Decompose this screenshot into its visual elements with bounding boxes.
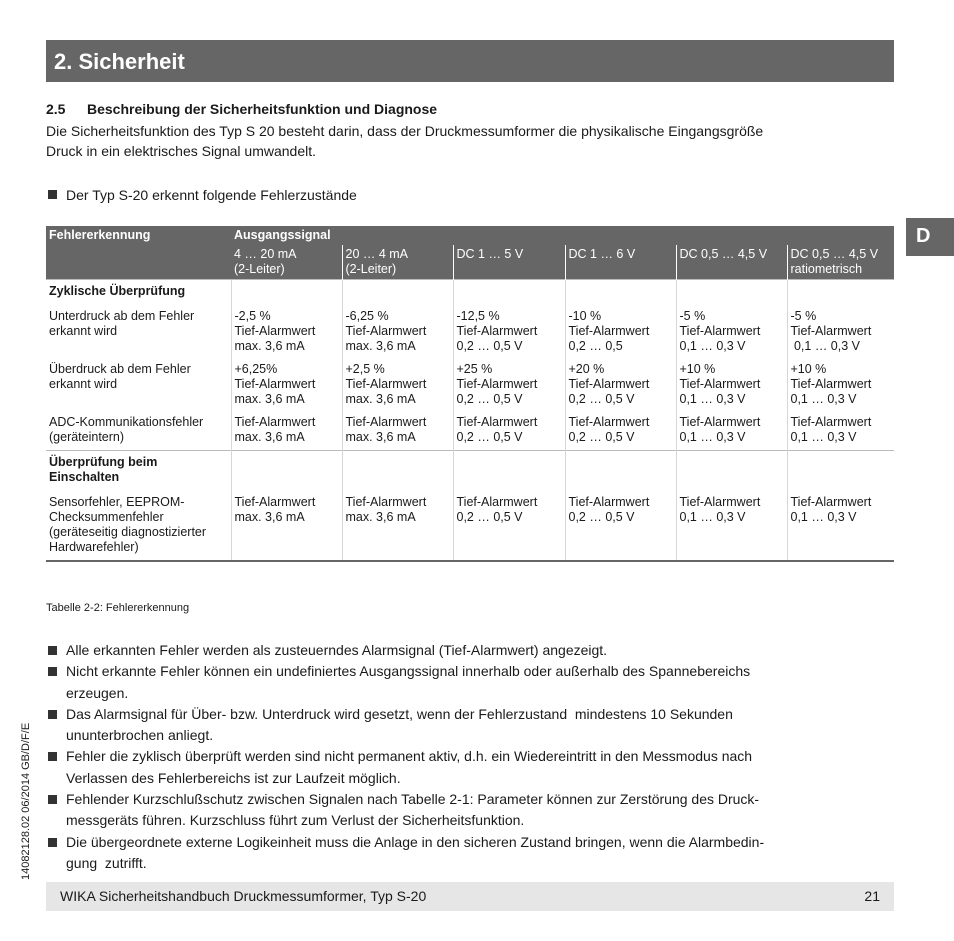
list-item: Das Alarmsignal für Über- bzw. Unterdruck wird gesetzt, wenn der Fehlerzustand mindestens 10 Sekunden ununterbrochen anliegt. <box>48 704 878 747</box>
table-caption: Tabelle 2-2: Fehlererkennung <box>46 602 190 614</box>
row-label: ADC-Kommunikationsfehler (geräteintern) <box>49 415 204 444</box>
document-code: 14082128.02 06/2014 GB/D/F/E <box>20 722 32 880</box>
table-cell: -5 % Tief-Alarmwert 0,1 … 0,3 V <box>676 306 787 359</box>
list-item: Alle erkannten Fehler werden als zusteuerndes Alarmsignal (Tief-Alarmwert) angezeigt. <box>48 640 878 661</box>
column-header: DC 1 … 6 V <box>565 245 676 280</box>
language-tab: D <box>906 218 954 256</box>
column-header: 20 … 4 mA (2-Leiter) <box>342 245 453 280</box>
bullet-intro-text: Der Typ S-20 erkennt folgende Fehlerzustände <box>66 187 357 203</box>
group-label: Zyklische Überprüfung <box>46 280 231 307</box>
table-cell: -10 % Tief-Alarmwert 0,2 … 0,5 <box>565 306 676 359</box>
table-row <box>46 359 894 412</box>
column-header: DC 0,5 … 4,5 V <box>676 245 787 280</box>
section-number: 2.5 <box>46 101 66 117</box>
table-row <box>46 492 894 561</box>
section-title: Beschreibung der Sicherheitsfunktion und Diagnose <box>87 101 438 117</box>
table-cell: Tief-Alarmwert 0,1 … 0,3 V <box>787 412 894 451</box>
list-item: Die übergeordnete externe Logikeinheit muss die Anlage in den sicheren Zustand bringen, wenn die Alarmbedin- gung zutrifft. <box>48 832 878 875</box>
intro-paragraph <box>46 121 886 161</box>
table-header-ausgangssignal: Ausgangssignal <box>231 226 894 245</box>
square-bullet-icon <box>48 190 57 199</box>
table-cell: +25 % Tief-Alarmwert 0,2 … 0,5 V <box>453 359 565 412</box>
table-cell: Tief-Alarmwert 0,1 … 0,3 V <box>676 412 787 451</box>
table-group-row <box>46 280 894 307</box>
list-item: Fehlender Kurzschlußschutz zwischen Signalen nach Tabelle 2-1: Parameter können zur Zerstörung des Druck- messgeräts führen. Kurzschluss führt zum Verlust der Sicherheitsfunktion. <box>48 789 878 832</box>
section-heading <box>46 101 437 117</box>
column-header: DC 0,5 … 4,5 V ratiometrisch <box>787 245 894 280</box>
column-header: 4 … 20 mA (2-Leiter) <box>231 245 342 280</box>
table-cell: +20 % Tief-Alarmwert 0,2 … 0,5 V <box>565 359 676 412</box>
table-cell: Tief-Alarmwert 0,2 … 0,5 V <box>565 412 676 451</box>
table-cell: Tief-Alarmwert max. 3,6 mA <box>342 412 453 451</box>
table-cell: Tief-Alarmwert 0,2 … 0,5 V <box>453 412 565 451</box>
table-cell: +10 % Tief-Alarmwert 0,1 … 0,3 V <box>676 359 787 412</box>
table-cell: -5 % Tief-Alarmwert 0,1 … 0,3 V <box>787 306 894 359</box>
table-cell: Tief-Alarmwert max. 3,6 mA <box>342 492 453 561</box>
column-header: DC 1 … 5 V <box>453 245 565 280</box>
list-item: Fehler die zyklisch überprüft werden sind nicht permanent aktiv, d.h. ein Wiedereintritt in den Messmodus nach Verlassen des Fehlerbereichs ist zur Laufzeit möglich. <box>48 746 878 789</box>
intro-line: Druck in ein elektrisches Signal umwandelt. <box>46 143 317 159</box>
table-cell: +6,25% Tief-Alarmwert max. 3,6 mA <box>231 359 342 412</box>
table-cell: -2,5 % Tief-Alarmwert max. 3,6 mA <box>231 306 342 359</box>
square-bullet-icon <box>48 667 57 676</box>
intro-line: Die Sicherheitsfunktion des Typ S 20 besteht darin, dass der Druckmessumformer die physikalische Eingangsgröße <box>46 123 764 139</box>
square-bullet-icon <box>48 646 57 655</box>
bullet-intro <box>48 187 357 203</box>
table-cell: +10 % Tief-Alarmwert 0,1 … 0,3 V <box>787 359 894 412</box>
square-bullet-icon <box>48 710 57 719</box>
table-row <box>46 412 894 451</box>
footer-text: WIKA Sicherheitshandbuch Druckmessumformer, Typ S-20 <box>60 888 427 904</box>
table-cell: +2,5 % Tief-Alarmwert max. 3,6 mA <box>342 359 453 412</box>
table-cell: Tief-Alarmwert 0,1 … 0,3 V <box>787 492 894 561</box>
footer <box>46 882 894 911</box>
page-number: 21 <box>864 888 880 904</box>
group-label: Überprüfung beim Einschalten <box>46 451 231 493</box>
row-label: Unterdruck ab dem Fehler erkannt wird <box>49 309 195 338</box>
table-cell: Tief-Alarmwert max. 3,6 mA <box>231 412 342 451</box>
row-label: Überdruck ab dem Fehler erkannt wird <box>49 362 191 391</box>
table-row <box>46 306 894 359</box>
table-header-fehlererkennung: Fehlererkennung <box>46 226 231 280</box>
notes-list <box>48 640 878 874</box>
square-bullet-icon <box>48 795 57 804</box>
table-cell: -12,5 % Tief-Alarmwert 0,2 … 0,5 V <box>453 306 565 359</box>
table-cell: Tief-Alarmwert max. 3,6 mA <box>231 492 342 561</box>
table-group-row <box>46 451 894 493</box>
table-cell: Tief-Alarmwert 0,2 … 0,5 V <box>453 492 565 561</box>
square-bullet-icon <box>48 752 57 761</box>
list-item: Nicht erkannte Fehler können ein undefiniertes Ausgangssignal innerhalb oder außerhalb des Spannebereichs erzeugen. <box>48 661 878 704</box>
chapter-title: 2. Sicherheit <box>46 40 894 82</box>
fault-detection-table <box>46 226 894 562</box>
table-cell: Tief-Alarmwert 0,2 … 0,5 V <box>565 492 676 561</box>
table-cell: -6,25 % Tief-Alarmwert max. 3,6 mA <box>342 306 453 359</box>
square-bullet-icon <box>48 838 57 847</box>
table-cell: Tief-Alarmwert 0,1 … 0,3 V <box>676 492 787 561</box>
row-label: Sensorfehler, EEPROM- Checksummenfehler (geräteseitig diagnostizierter Hardwarefehler) <box>46 492 231 561</box>
